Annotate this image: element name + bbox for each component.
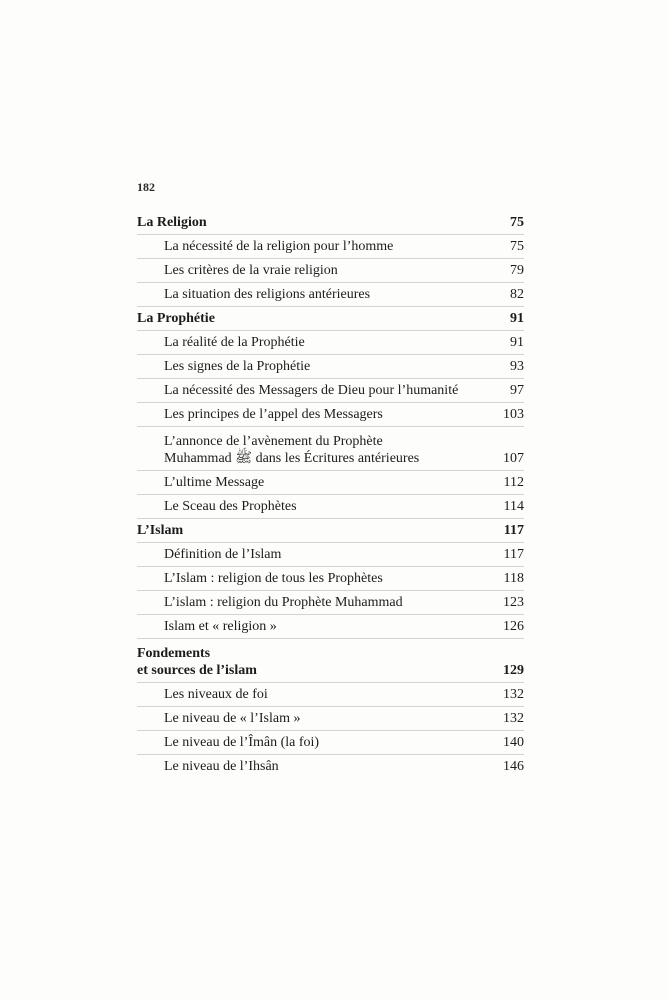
title-line: L’Islam : religion de tous les Prophètes bbox=[164, 571, 383, 586]
page-ref: 75 bbox=[510, 215, 524, 230]
entry-title bbox=[164, 618, 277, 635]
page-ref: 91 bbox=[510, 335, 524, 350]
chapter-title bbox=[137, 310, 215, 327]
title-line: La nécessité des Messagers de Dieu pour l’humanité bbox=[164, 383, 459, 398]
entry-title bbox=[164, 334, 305, 351]
title-line: La Religion bbox=[137, 215, 207, 230]
page-ref: 126 bbox=[503, 619, 524, 634]
title-line: Les signes de la Prophétie bbox=[164, 359, 311, 374]
toc-entry-row bbox=[137, 731, 524, 755]
toc-entry-row bbox=[137, 259, 524, 283]
title-line: L’annonce de l’avènement du Prophète bbox=[164, 434, 383, 449]
toc-entry-row bbox=[137, 471, 524, 495]
title-line: Islam et « religion » bbox=[164, 619, 277, 634]
title-line: Les niveaux de foi bbox=[164, 687, 268, 702]
entry-title bbox=[164, 546, 281, 563]
toc-entry-row bbox=[137, 283, 524, 307]
title-line: La réalité de la Prophétie bbox=[164, 335, 305, 350]
page-ref: 123 bbox=[503, 595, 524, 610]
page-number: 182 bbox=[137, 180, 155, 194]
title-line: La nécessité de la religion pour l’homme bbox=[164, 239, 394, 254]
page-ref: 117 bbox=[503, 547, 524, 562]
entry-title bbox=[164, 262, 338, 279]
page-ref: 112 bbox=[503, 475, 524, 490]
toc-chapter-row bbox=[137, 307, 524, 331]
title-line: Les critères de la vraie religion bbox=[164, 263, 338, 278]
title-line: L’ultime Message bbox=[164, 475, 265, 490]
toc-entry-row bbox=[137, 355, 524, 379]
toc-entry-row bbox=[137, 235, 524, 259]
title-line: Les principes de l’appel des Messagers bbox=[164, 407, 383, 422]
title-line: Le niveau de l’Îmân (la foi) bbox=[164, 735, 320, 750]
title-line: Le Sceau des Prophètes bbox=[164, 499, 297, 514]
entry-title bbox=[164, 433, 419, 467]
table-of-contents bbox=[137, 211, 524, 778]
page-ref: 82 bbox=[510, 287, 524, 302]
chapter-title bbox=[137, 522, 183, 539]
entry-title bbox=[164, 734, 319, 751]
page-ref: 103 bbox=[503, 407, 524, 422]
toc-entry-row bbox=[137, 591, 524, 615]
page-ref: 75 bbox=[510, 239, 524, 254]
toc-entry-row bbox=[137, 683, 524, 707]
entry-title bbox=[164, 406, 383, 423]
toc-entry-row bbox=[137, 403, 524, 427]
toc-entry-row bbox=[137, 543, 524, 567]
entry-title bbox=[164, 286, 370, 303]
page-ref: 97 bbox=[510, 383, 524, 398]
entry-title bbox=[164, 382, 458, 399]
page-ref: 129 bbox=[503, 663, 524, 678]
page-ref: 132 bbox=[503, 687, 524, 702]
toc-entry-row bbox=[137, 755, 524, 778]
toc-chapter-row bbox=[137, 211, 524, 235]
page-ref: 114 bbox=[503, 499, 524, 514]
page-ref: 93 bbox=[510, 359, 524, 374]
toc-entry-row bbox=[137, 707, 524, 731]
title-line: La Prophétie bbox=[137, 311, 215, 326]
entry-title bbox=[164, 570, 383, 587]
entry-title bbox=[164, 710, 300, 727]
page-ref: 117 bbox=[503, 523, 524, 538]
page-ref: 107 bbox=[503, 451, 524, 466]
chapter-title bbox=[137, 645, 257, 679]
page-ref: 132 bbox=[503, 711, 524, 726]
toc-entry-row bbox=[137, 427, 524, 471]
entry-title bbox=[164, 498, 297, 515]
entry-title bbox=[164, 358, 310, 375]
entry-title bbox=[164, 758, 279, 775]
title-line: Le niveau de « l’Islam » bbox=[164, 711, 301, 726]
title-line: L’Islam bbox=[137, 523, 184, 538]
entry-title bbox=[164, 686, 268, 703]
page-ref: 140 bbox=[503, 735, 524, 750]
title-line: Fondements bbox=[137, 646, 211, 661]
page-ref: 79 bbox=[510, 263, 524, 278]
page-ref: 118 bbox=[503, 571, 524, 586]
toc-entry-row bbox=[137, 495, 524, 519]
title-line: Le niveau de l’Ihsân bbox=[164, 759, 279, 774]
toc-entry-row bbox=[137, 379, 524, 403]
page-ref: 91 bbox=[510, 311, 524, 326]
entry-title bbox=[164, 238, 393, 255]
toc-chapter-row bbox=[137, 639, 524, 683]
title-line: La situation des religions antérieures bbox=[164, 287, 371, 302]
toc-chapter-row bbox=[137, 519, 524, 543]
entry-title bbox=[164, 594, 403, 611]
toc-entry-row bbox=[137, 331, 524, 355]
toc-entry-row bbox=[137, 615, 524, 639]
toc-entry-row bbox=[137, 567, 524, 591]
chapter-title bbox=[137, 214, 207, 231]
page-ref: 146 bbox=[503, 759, 524, 774]
title-line: Définition de l’Islam bbox=[164, 547, 282, 562]
title-line: L’islam : religion du Prophète Muhammad bbox=[164, 595, 403, 610]
title-line: Muhammad ﷺ dans les Écritures antérieures bbox=[164, 451, 420, 466]
entry-title bbox=[164, 474, 264, 491]
title-line: et sources de l’islam bbox=[137, 663, 257, 678]
